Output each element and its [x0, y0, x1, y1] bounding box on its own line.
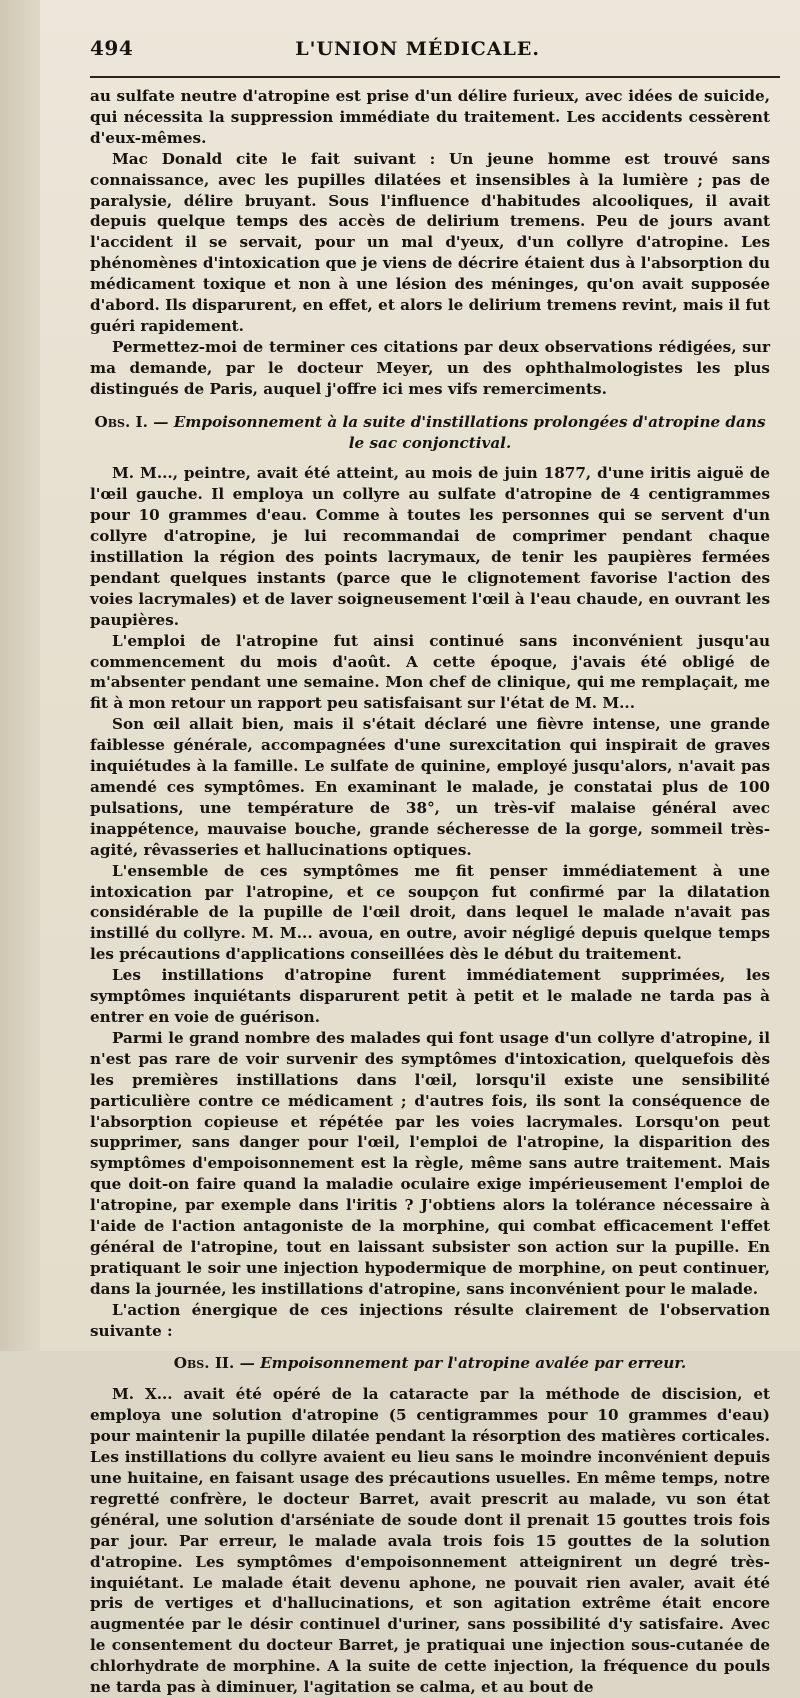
paragraph: Parmi le grand nombre des malades qui font usage d'un collyre d'atropine, il n'est pas rare de voir survenir des symptômes d'intoxication, quelquefois dès les premières instillations dans l'œil, lorsqu'il existe une sensibilité particulière contre ce médicament ; d'autres fois, ils sont la conséquence de l'absorption copieuse et répétée par les voies lacrymales. Lorsqu'on peut supprimer, sans danger pour l'œil, l'emploi de l'atropine, la disparition des symptômes d'empoisonnement est la règle, même sans autre traitement. Mais que doit-on faire quand la maladie oculaire exige impérieusement l'emploi de l'atropine, par exemple dans l'iritis ? J'obtiens alors la tolérance nécessaire à l'aide de l'action antagoniste de la morphine, qui combat efficacement l'effet général de l'atropine, tout en laissant subsister son action sur la pupille. En pratiquant le soir une injection hypodermique de morphine, on peut continuer, dans la journée, les instillations d'atropine, sans inconvénient pour le malade. — [90, 1028, 770, 1298]
paragraph: L'ensemble de ces symptômes me fit penser immédiatement à une intoxication par l'atropine, et ce soupçon fut confirmé par la dilatation considérable de la pupille de l'œil droit, dans lequel le malade n'avait pas instillé du collyre. M. M... avoua, en outre, avoir négligé depuis quelque temps les précautions d'applications conseillées dès le début du traitement. — [90, 861, 770, 964]
paragraph: Mac Donald cite le fait suivant : Un jeune homme est trouvé sans connaissance, avec les pupilles dilatées et insensibles à la lumière ; pas de paralysie, délire bruyant. Sous l'influence d'habitudes alcooliques, il avait depuis quelque temps des accès de delirium tremens. Peu de jours avant l'accident il se servait, pour un mal d'yeux, d'un collyre d'atropine. Les phénomènes d'intoxication que je viens de décrire étaient dus à l'absorption du médicament toxique et non à une lésion des méninges, qu'on avait supposée d'abord. Ils disparurent, en effet, et alors le delirium tremens revint, mais il fut guéri rapidement. — [90, 149, 770, 335]
paragraph: Son œil allait bien, mais il s'était déclaré une fièvre intense, une grande faiblesse générale, accompagnées d'une surexcitation qui inspirait de graves inquiétudes à la famille. Le sulfate de quinine, employé jusqu'alors, n'avait pas amendé ces symptômes. En examinant le malade, je constatai plus de 100 pulsations, une température de 38°, un très-vif malaise général avec inappétence, mauvaise bouche, grande sécheresse de la gorge, sommeil très-agité, rêvasseries et hallucinations optiques. — [90, 715, 770, 859]
page-header — [90, 36, 770, 66]
paragraph: Permettez-moi de terminer ces citations par deux observations rédigées, sur ma demande, par le docteur Meyer, un des ophthalmologistes les plus distingués de Paris, auquel j'offre ici mes vifs remerciments. — [90, 337, 770, 398]
observation-heading-1 — [90, 412, 770, 454]
observation-title: — Empoisonnement par l'atropine avalée par erreur. — [239, 1354, 687, 1373]
paragraph: M. M..., peintre, avait été atteint, au mois de juin 1877, d'une iritis aiguë de l'œil gauche. Il employa un collyre au sulfate d'atropine de 4 centigrammes pour 10 grammes d'eau. Comme à toutes les personnes qui se servent d'un collyre d'atropine, je lui recommandai de comprimer pendant chaque instillation la région des points lacrymaux, de tenir les paupières fermées pendant quelques instants (parce que le clignotement favorise l'action des voies lacrymales) et de laver soigneusement l'œil à l'eau chaude, en ouvrant les paupières. — [90, 464, 770, 629]
paragraph: L'action énergique de ces injections résulte clairement de l'observation suivante : — [90, 1300, 770, 1340]
paragraph: Les instillations d'atropine furent immédiatement supprimées, les symptômes inquiétants disparurent petit à petit et le malade ne tarda pas à entrer en voie de guérison. — [90, 966, 770, 1026]
article-body — [90, 86, 770, 1698]
observation-heading-2 — [90, 1353, 770, 1374]
page-number: 494 — [90, 36, 134, 60]
running-title: L'UNION MÉDICALE. — [295, 38, 540, 60]
observation-title: — Empoisonnement à la suite d'instillations prolongées d'atropine dans le sac conjonctival. — [153, 412, 766, 452]
paragraph: M. X... avait été opéré de la cataracte par la méthode de discision, et employa une solution d'atropine (5 centigrammes pour 10 grammes d'eau) pour maintenir la pupille dilatée pendant la résorption des matières corticales. Les instillations du collyre avaient eu lieu sans le moindre inconvénient depuis une huitaine, en faisant usage des précautions usuelles. En même temps, notre regretté confrère, le docteur Barret, avait prescrit au malade, vu son état général, une solution d'arséniate de soude dont il prenait 15 gouttes trois fois par jour. Par erreur, le malade avala trois fois 15 gouttes de la solution d'atropine. Les symptômes d'empoisonnement atteignirent un degré très-inquiétant. Le malade était devenu aphone, ne pouvait rien avaler, avait été pris de vertiges et d'hallucinations, et son agitation extrême était encore augmentée par le désir continuel d'uriner, sans possibilité d'y satisfaire. Avec le consentement du docteur Barret, je pratiquai une injection sous-cutanée de chlorhydrate de morphine. A la suite de cette injection, la fréquence du pouls ne tarda pas à diminuer, l'agitation se calma, et au bout de — [90, 1385, 770, 1697]
paragraph: au sulfate neutre d'atropine est prise d'un délire furieux, avec idées de suicide, qui nécessita la suppression immédiate du traitement. Les accidents cessèrent d'eux-mêmes. — [90, 87, 770, 147]
header-rule — [90, 76, 780, 78]
page-gutter — [0, 0, 40, 1351]
paragraph: L'emploi de l'atropine fut ainsi continué sans inconvénient jusqu'au commencement du mois d'août. A cette époque, j'avais été obligé de m'absenter pendant une semaine. Mon chef de clinique, qui me remplaçait, me fit à mon retour un rapport peu satisfaisant sur l'état de M. M... — [90, 631, 770, 713]
observation-label: Obs. I. — [94, 412, 148, 431]
observation-label: Obs. II. — [173, 1354, 235, 1373]
